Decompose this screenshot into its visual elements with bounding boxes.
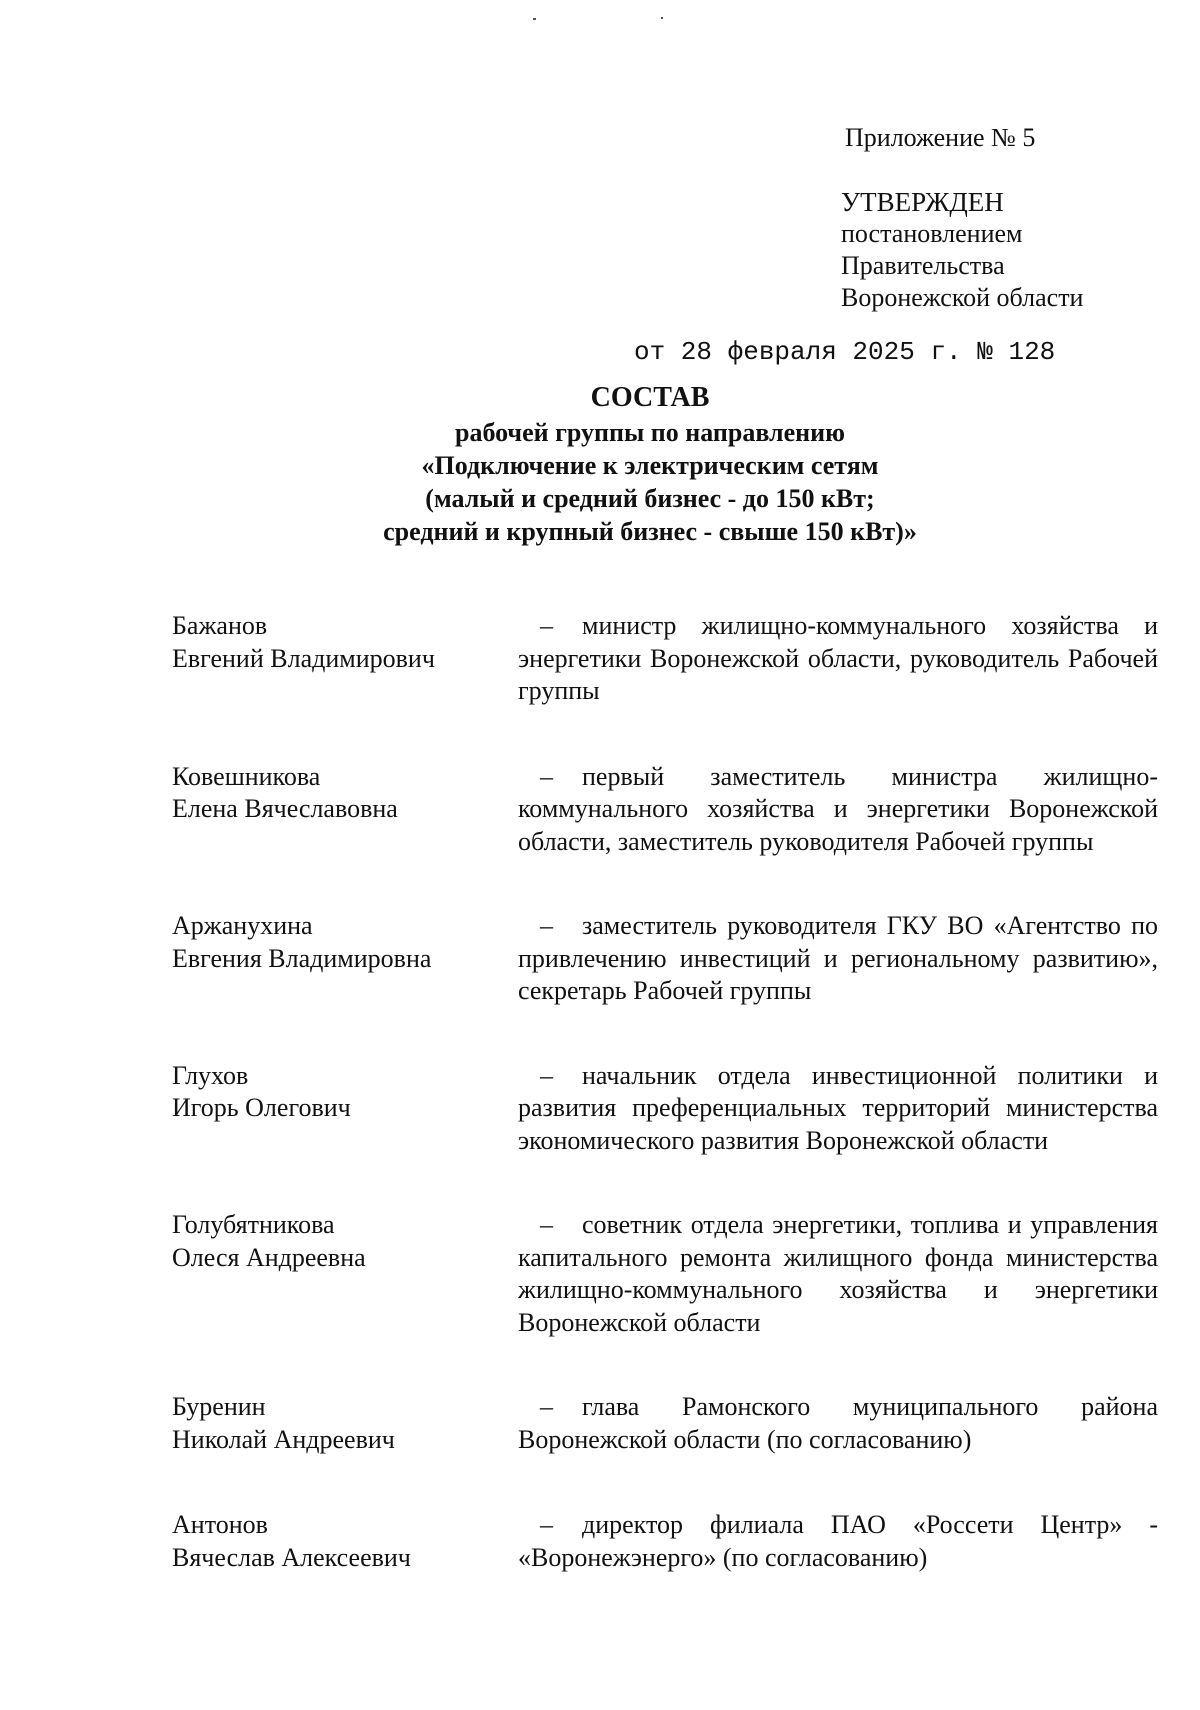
- role-dash: –: [540, 1210, 553, 1239]
- title-line: средний и крупный бизнес - свыше 150 кВт)»: [383, 517, 917, 546]
- title-main: СОСТАВ: [590, 382, 710, 413]
- member-name: [172, 1509, 518, 1574]
- member-role-text: начальник отдела инвестиционной политики и развития преференциальных территорий министерства экономического развития Воронежской области: [518, 1060, 1158, 1155]
- appendix-label: Приложение № 5: [845, 123, 1036, 152]
- approval-line: УТВЕРЖДЕН: [841, 187, 1004, 217]
- member-role-text: первый заместитель министра жилищно-коммунального хозяйства и энергетики Воронежской области, заместитель руководителя Рабочей группы: [518, 761, 1158, 856]
- member-row: [172, 1509, 1158, 1574]
- member-role-text: советник отдела энергетики, топлива и управления капитального ремонта жилищного фонда министерства жилищно-коммунального хозяйства и энергетики Воронежской области: [518, 1210, 1158, 1337]
- member-surname: Антонов: [172, 1510, 268, 1539]
- member-name: [172, 1391, 518, 1456]
- scan-speck: [661, 17, 663, 19]
- member-given-name: Елена Вячеславовна: [172, 794, 398, 823]
- title-line: (малый и средний бизнес - до 150 кВт;: [425, 484, 875, 513]
- member-given-name: Евгений Владимирович: [172, 643, 435, 673]
- member-row: [172, 1209, 1158, 1339]
- approval-line: постановлением: [841, 219, 1023, 248]
- approval-line: Правительства: [841, 251, 1005, 280]
- member-given-name: Николай Андреевич: [172, 1424, 395, 1454]
- role-dash: –: [540, 1060, 553, 1090]
- member-role: [518, 761, 1158, 859]
- title-line: «Подключение к электрическим сетям: [421, 451, 879, 480]
- document-title: [200, 380, 1100, 548]
- title-line: рабочей группы по направлению: [454, 418, 846, 447]
- approval-block: [841, 186, 1083, 314]
- members-list: [172, 610, 1158, 1574]
- member-role-text: министр жилищно-коммунального хозяйства и энергетики Воронежской области, руководитель Рабочей группы: [518, 611, 1158, 705]
- member-role-text: глава Рамонского муниципального района Воронежской области (по согласованию): [518, 1392, 1158, 1454]
- member-given-name: Вячеслав Алексеевич: [172, 1542, 411, 1572]
- member-name: [172, 761, 518, 859]
- member-row: [172, 1060, 1158, 1158]
- role-dash: –: [540, 1510, 553, 1539]
- member-row: [172, 910, 1158, 1008]
- member-role: [518, 910, 1158, 1008]
- decree-date-number: от 28 февраля 2025 г. № 128: [634, 337, 1056, 367]
- member-row: [172, 1391, 1158, 1456]
- member-role: [518, 1391, 1158, 1456]
- member-given-name: Евгения Владимировна: [172, 943, 432, 973]
- member-name: [172, 1060, 518, 1158]
- member-name: [172, 1209, 518, 1339]
- role-dash: –: [540, 1392, 553, 1421]
- member-given-name: Олеся Андреевна: [172, 1242, 366, 1272]
- role-dash: –: [540, 911, 553, 940]
- member-role: [518, 1509, 1158, 1574]
- member-row: [172, 610, 1158, 708]
- member-role-text: директор филиала ПАО «Россети Центр» - «Воронежэнерго» (по согласованию): [518, 1510, 1158, 1572]
- member-role: [518, 1060, 1158, 1158]
- member-surname: Голубятникова: [172, 1210, 335, 1239]
- approval-line: Воронежской области: [841, 283, 1084, 312]
- member-surname: Аржанухина: [172, 911, 313, 940]
- member-given-name: Игорь Олегович: [172, 1093, 351, 1122]
- member-surname: Буренин: [172, 1392, 266, 1421]
- member-name: [172, 610, 518, 708]
- member-role: [518, 1209, 1158, 1339]
- scan-speck: [533, 18, 536, 20]
- member-surname: Глухов: [172, 1060, 249, 1090]
- member-surname: Бажанов: [172, 611, 268, 640]
- role-dash: –: [540, 761, 553, 791]
- member-role-text: заместитель руководителя ГКУ ВО «Агентство по привлечению инвестиций и региональному развитию», секретарь Рабочей группы: [518, 911, 1158, 1005]
- member-name: [172, 910, 518, 1008]
- member-surname: Ковешникова: [172, 761, 321, 791]
- role-dash: –: [540, 611, 553, 640]
- member-row: [172, 761, 1158, 859]
- member-role: [518, 610, 1158, 708]
